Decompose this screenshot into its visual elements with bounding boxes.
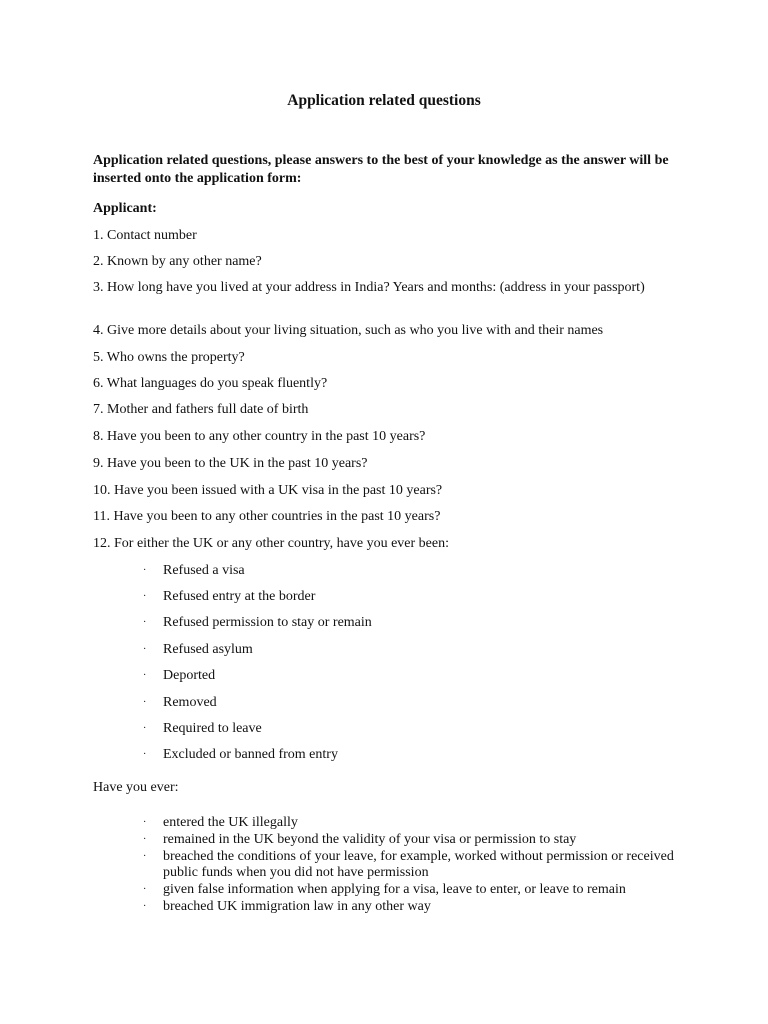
intro-paragraph: Application related questions, please answers to the best of your knowledge as the answer will be inserted onto the application form: — [93, 153, 669, 186]
list-item-text: Refused entry at the border — [163, 589, 316, 604]
bullet-icon: · — [143, 901, 147, 912]
bullet-icon: · — [143, 817, 147, 828]
bullet-icon: · — [143, 851, 147, 862]
question-5: 5. Who owns the property? — [93, 350, 245, 365]
bullet-icon: · — [143, 565, 147, 576]
question-8: 8. Have you been to any other country in the past 10 years? — [93, 429, 426, 444]
question-7: 7. Mother and fathers full date of birth — [93, 402, 309, 417]
list-item-text: breached UK immigration law in any other way — [163, 899, 431, 914]
list-item-text: Removed — [163, 695, 217, 710]
list-item-text: remained in the UK beyond the validity of your visa or permission to stay — [163, 832, 577, 847]
bullet-icon: · — [143, 723, 147, 734]
question-6: 6. What languages do you speak fluently? — [93, 376, 328, 391]
list-item-text: entered the UK illegally — [163, 815, 298, 830]
bullet-icon: · — [143, 884, 147, 895]
bullet-icon: · — [143, 670, 147, 681]
question-10: 10. Have you been issued with a UK visa in the past 10 years? — [93, 483, 443, 498]
list-item-text: Required to leave — [163, 721, 262, 736]
list-item-text: Excluded or banned from entry — [163, 747, 338, 762]
bullet-icon: · — [143, 749, 147, 760]
list-item-text: Deported — [163, 668, 216, 683]
list-item-text: given false information when applying for a visa, leave to enter, or leave to remain — [163, 882, 626, 897]
bullet-icon: · — [143, 591, 147, 602]
question-9: 9. Have you been to the UK in the past 10 years? — [93, 456, 368, 471]
list-item-text: breached the conditions of your leave, for example, worked without permission or received public funds when you did not have permission — [163, 849, 674, 880]
question-4: 4. Give more details about your living situation, such as who you live with and their names — [93, 323, 604, 338]
bullet-icon: · — [143, 617, 147, 628]
bullet-icon: · — [143, 697, 147, 708]
list-item-text: Refused asylum — [163, 642, 253, 657]
applicant-heading: Applicant: — [93, 201, 157, 216]
list-item-text: Refused permission to stay or remain — [163, 615, 372, 630]
page-title: Application related questions — [287, 92, 481, 109]
have-you-ever-heading: Have you ever: — [93, 780, 179, 795]
question-12: 12. For either the UK or any other country, have you ever been: — [93, 536, 449, 551]
list-item-text: Refused a visa — [163, 563, 245, 578]
question-11: 11. Have you been to any other countries in the past 10 years? — [93, 509, 441, 524]
bullet-icon: · — [143, 834, 147, 845]
question-3: 3. How long have you lived at your address in India? Years and months: (address in your passport) — [93, 280, 645, 295]
question-1: 1. Contact number — [93, 228, 197, 243]
question-2: 2. Known by any other name? — [93, 254, 262, 269]
bullet-icon: · — [143, 644, 147, 655]
